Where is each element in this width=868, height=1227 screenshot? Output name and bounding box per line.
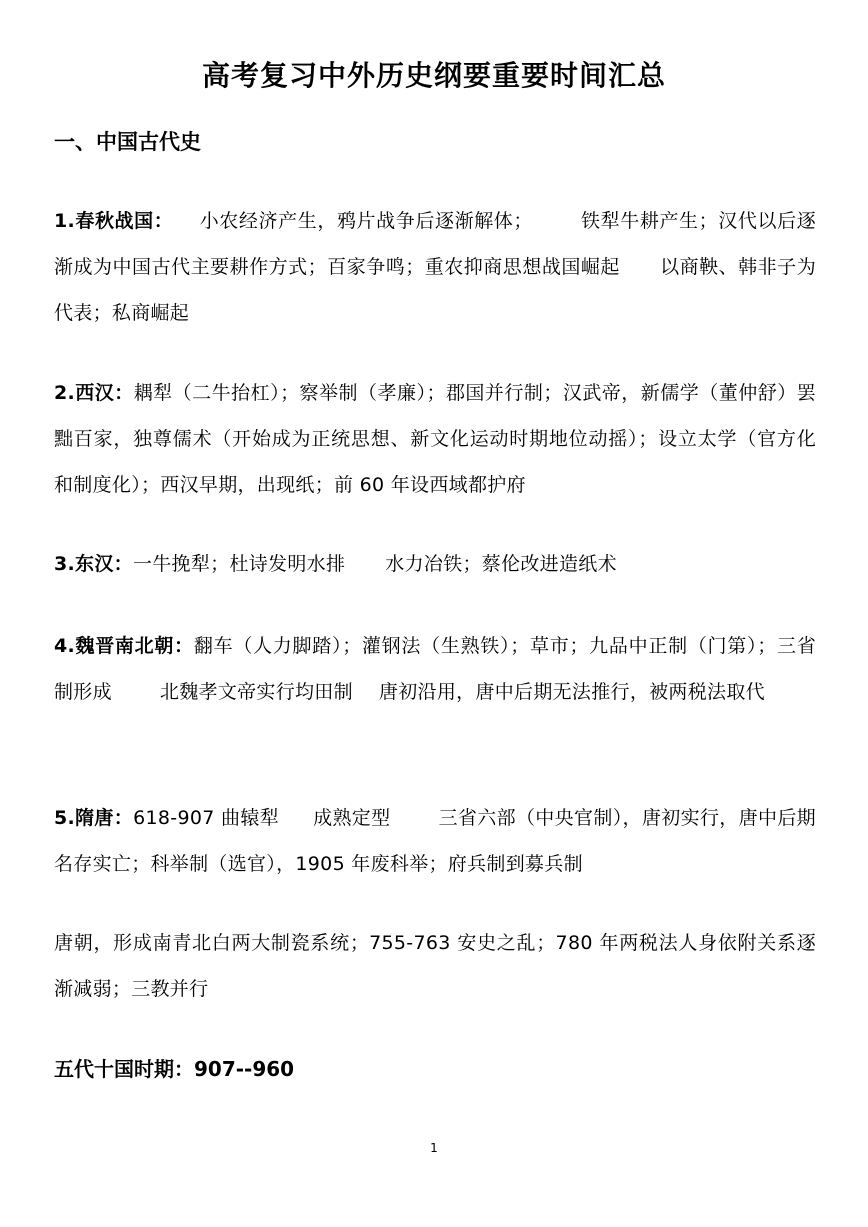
paragraph-western-han — [54, 370, 816, 508]
paragraph-text: 以商鞅、韩非子为代表；私商崛起 — [54, 256, 816, 324]
paragraph-label: 3.东汉： — [54, 553, 133, 575]
paragraph-eastern-han — [54, 541, 816, 587]
paragraph-tang-dynasty — [54, 920, 816, 1012]
paragraph-text: 翻车（人力脚踏）；灌钢法（生熟铁）；草市；九品中正制（门第）；三省制形成 — [54, 635, 817, 703]
paragraph-text: 一牛挽犁；杜诗发明水排 — [132, 553, 346, 575]
paragraph-text: 小农经济产生，鸦片战争后逐渐解体； — [199, 210, 533, 232]
page-number: 1 — [430, 1141, 438, 1155]
paragraph-label: 5.隋唐： — [54, 807, 134, 829]
paragraph-text: 唐朝，形成南青北白两大制瓷系统；755-763 安史之乱；780 年两税法人身依附关系逐渐减弱；三教并行 — [54, 932, 816, 1000]
paragraph-wei-jin — [54, 623, 816, 715]
paragraph-label: 1.春秋战国： — [54, 210, 174, 232]
paragraph-label: 2.西汉： — [54, 382, 134, 404]
paragraph-text: 北魏孝文帝实行均田制 — [159, 681, 353, 703]
document-title: 高考复习中外历史纲要重要时间汇总 — [201, 59, 666, 92]
paragraph-text: 铁犁牛耕产生；汉代以后逐渐成为中国古代主要耕作方式；百家争鸣；重农抑商思想战国崛起 — [54, 210, 816, 278]
five-dynasties-heading: 五代十国时期：907--960 — [54, 1057, 295, 1081]
paragraph-label: 4.魏晋南北朝： — [54, 635, 194, 657]
paragraph-text: 三省六部（中央官制），唐初实行，唐中后期名存实亡；科举制（选官），1905 年废科举；府兵制到募兵制 — [54, 807, 816, 875]
paragraph-text: 耦犁（二牛抬杠）；察举制（孝廉）；郡国并行制；汉武帝，新儒学（董仲舒）罢黜百家，独尊儒术（开始成为正统思想、新文化运动时期地位动摇）；设立太学（官方化和制度化）；西汉早期，出现纸；前 60 年设西域都护府 — [54, 382, 816, 496]
paragraph-sui-tang — [54, 795, 816, 887]
section-heading: 一、中国古代史 — [54, 130, 201, 154]
paragraph-text: 成熟定型 — [313, 807, 391, 829]
paragraph-text: 水力冶铁；蔡伦改进造纸术 — [385, 553, 617, 575]
paragraph-spring-autumn — [54, 198, 816, 336]
paragraph-text: 唐初沿用，唐中后期无法推行，被两税法取代 — [378, 681, 765, 703]
paragraph-text: 618-907 曲辕犁 — [133, 807, 280, 829]
